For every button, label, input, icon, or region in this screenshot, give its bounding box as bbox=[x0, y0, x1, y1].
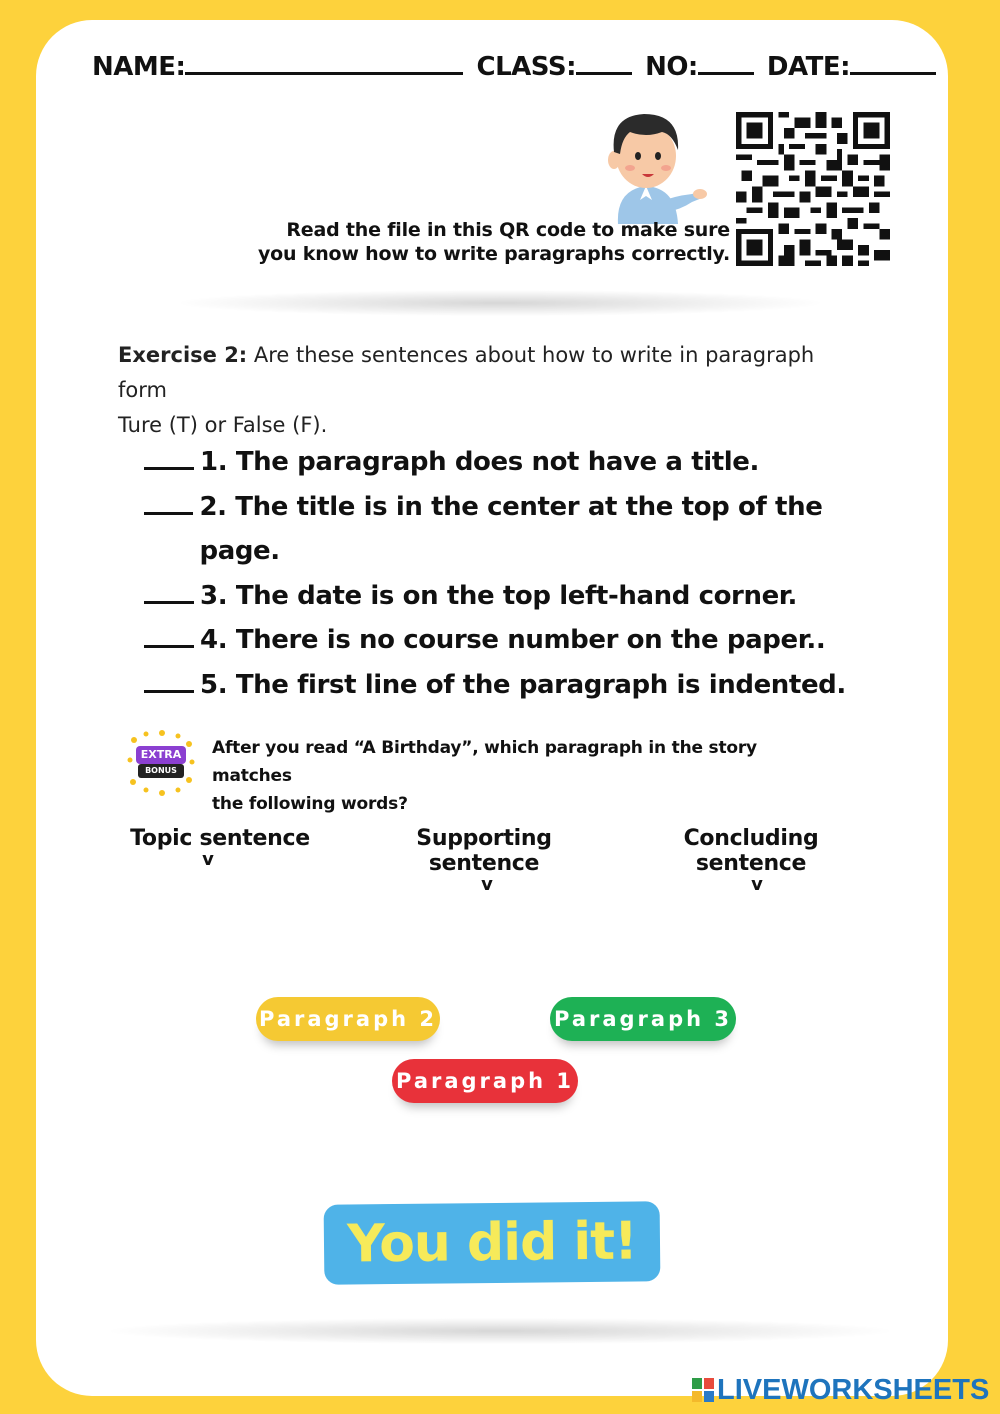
column-label: Topic sentence bbox=[130, 826, 310, 851]
you-did-it-banner: You did it! bbox=[324, 1201, 661, 1285]
statement-row bbox=[144, 440, 904, 485]
name-blank[interactable] bbox=[185, 53, 463, 75]
brand-name: LIVEWORKSHEETS bbox=[717, 1373, 990, 1406]
column-topic[interactable] bbox=[120, 826, 320, 869]
statement-row bbox=[144, 485, 904, 574]
footer-shadow bbox=[110, 1318, 890, 1344]
statement-row bbox=[144, 618, 904, 663]
section-shadow bbox=[180, 290, 820, 316]
date-blank[interactable] bbox=[850, 53, 936, 75]
badge-extra: EXTRA bbox=[136, 746, 186, 764]
header-row bbox=[92, 52, 892, 86]
statement-text: 4. There is no course number on the paper.. bbox=[200, 625, 826, 655]
answer-blank[interactable] bbox=[144, 673, 194, 693]
boy-pointing-illustration bbox=[600, 104, 710, 224]
bonus-instruction-line2: the following words? bbox=[212, 794, 408, 814]
answer-pill-paragraph-1[interactable]: Paragraph 1 bbox=[392, 1059, 578, 1103]
exercise-instruction-line1: Are these sentences about how to write in paragraph form bbox=[118, 343, 815, 402]
answer-blank[interactable] bbox=[144, 495, 193, 515]
no-label: NO: bbox=[645, 52, 698, 82]
answer-blank[interactable] bbox=[144, 450, 194, 470]
name-label: NAME: bbox=[92, 52, 186, 82]
drop-target-caret: v bbox=[751, 874, 763, 895]
extra-bonus-badge bbox=[126, 730, 196, 796]
column-label: Supporting sentence bbox=[416, 826, 552, 876]
drop-target-caret: v bbox=[202, 849, 214, 870]
bonus-instruction bbox=[212, 734, 832, 818]
date-label: DATE: bbox=[766, 52, 851, 82]
drop-target-caret: v bbox=[481, 874, 493, 895]
badge-bonus: BONUS bbox=[138, 764, 184, 778]
exercise-instruction bbox=[118, 338, 858, 443]
answer-blank[interactable] bbox=[144, 584, 194, 604]
column-supporting[interactable] bbox=[364, 826, 604, 894]
column-label: Concluding sentence bbox=[683, 826, 819, 876]
column-concluding[interactable] bbox=[636, 826, 866, 894]
answer-pill-paragraph-3[interactable]: Paragraph 3 bbox=[550, 997, 736, 1041]
bonus-instruction-line1: After you read “A Birthday”, which paragraph in the story matches bbox=[212, 738, 757, 786]
statement-text: 2. The title is in the center at the top of the page. bbox=[199, 491, 823, 566]
class-label: CLASS: bbox=[476, 52, 576, 82]
statement-text: 1. The paragraph does not have a title. bbox=[200, 447, 759, 477]
answer-blank[interactable] bbox=[144, 628, 194, 648]
statement-list bbox=[144, 440, 904, 707]
liveworksheets-logo bbox=[692, 1374, 992, 1406]
answer-pill-paragraph-2[interactable]: Paragraph 2 bbox=[256, 997, 440, 1041]
statement-row bbox=[144, 574, 904, 619]
qr-code-image[interactable] bbox=[736, 112, 890, 266]
class-blank[interactable] bbox=[576, 53, 632, 75]
qr-instruction bbox=[250, 218, 730, 266]
statement-row bbox=[144, 663, 904, 708]
statement-text: 5. The first line of the paragraph is indented. bbox=[200, 669, 846, 700]
exercise-label: Exercise 2: bbox=[118, 343, 248, 367]
qr-instruction-line2: you know how to write paragraphs correctly. bbox=[258, 243, 730, 265]
statement-text: 3. The date is on the top left-hand corner. bbox=[200, 580, 797, 611]
liveworksheets-logo-icon bbox=[692, 1378, 714, 1402]
exercise-instruction-line2: Ture (T) or False (F). bbox=[118, 413, 328, 437]
qr-instruction-line1: Read the file in this QR code to make sure bbox=[286, 219, 730, 241]
no-blank[interactable] bbox=[698, 53, 754, 75]
